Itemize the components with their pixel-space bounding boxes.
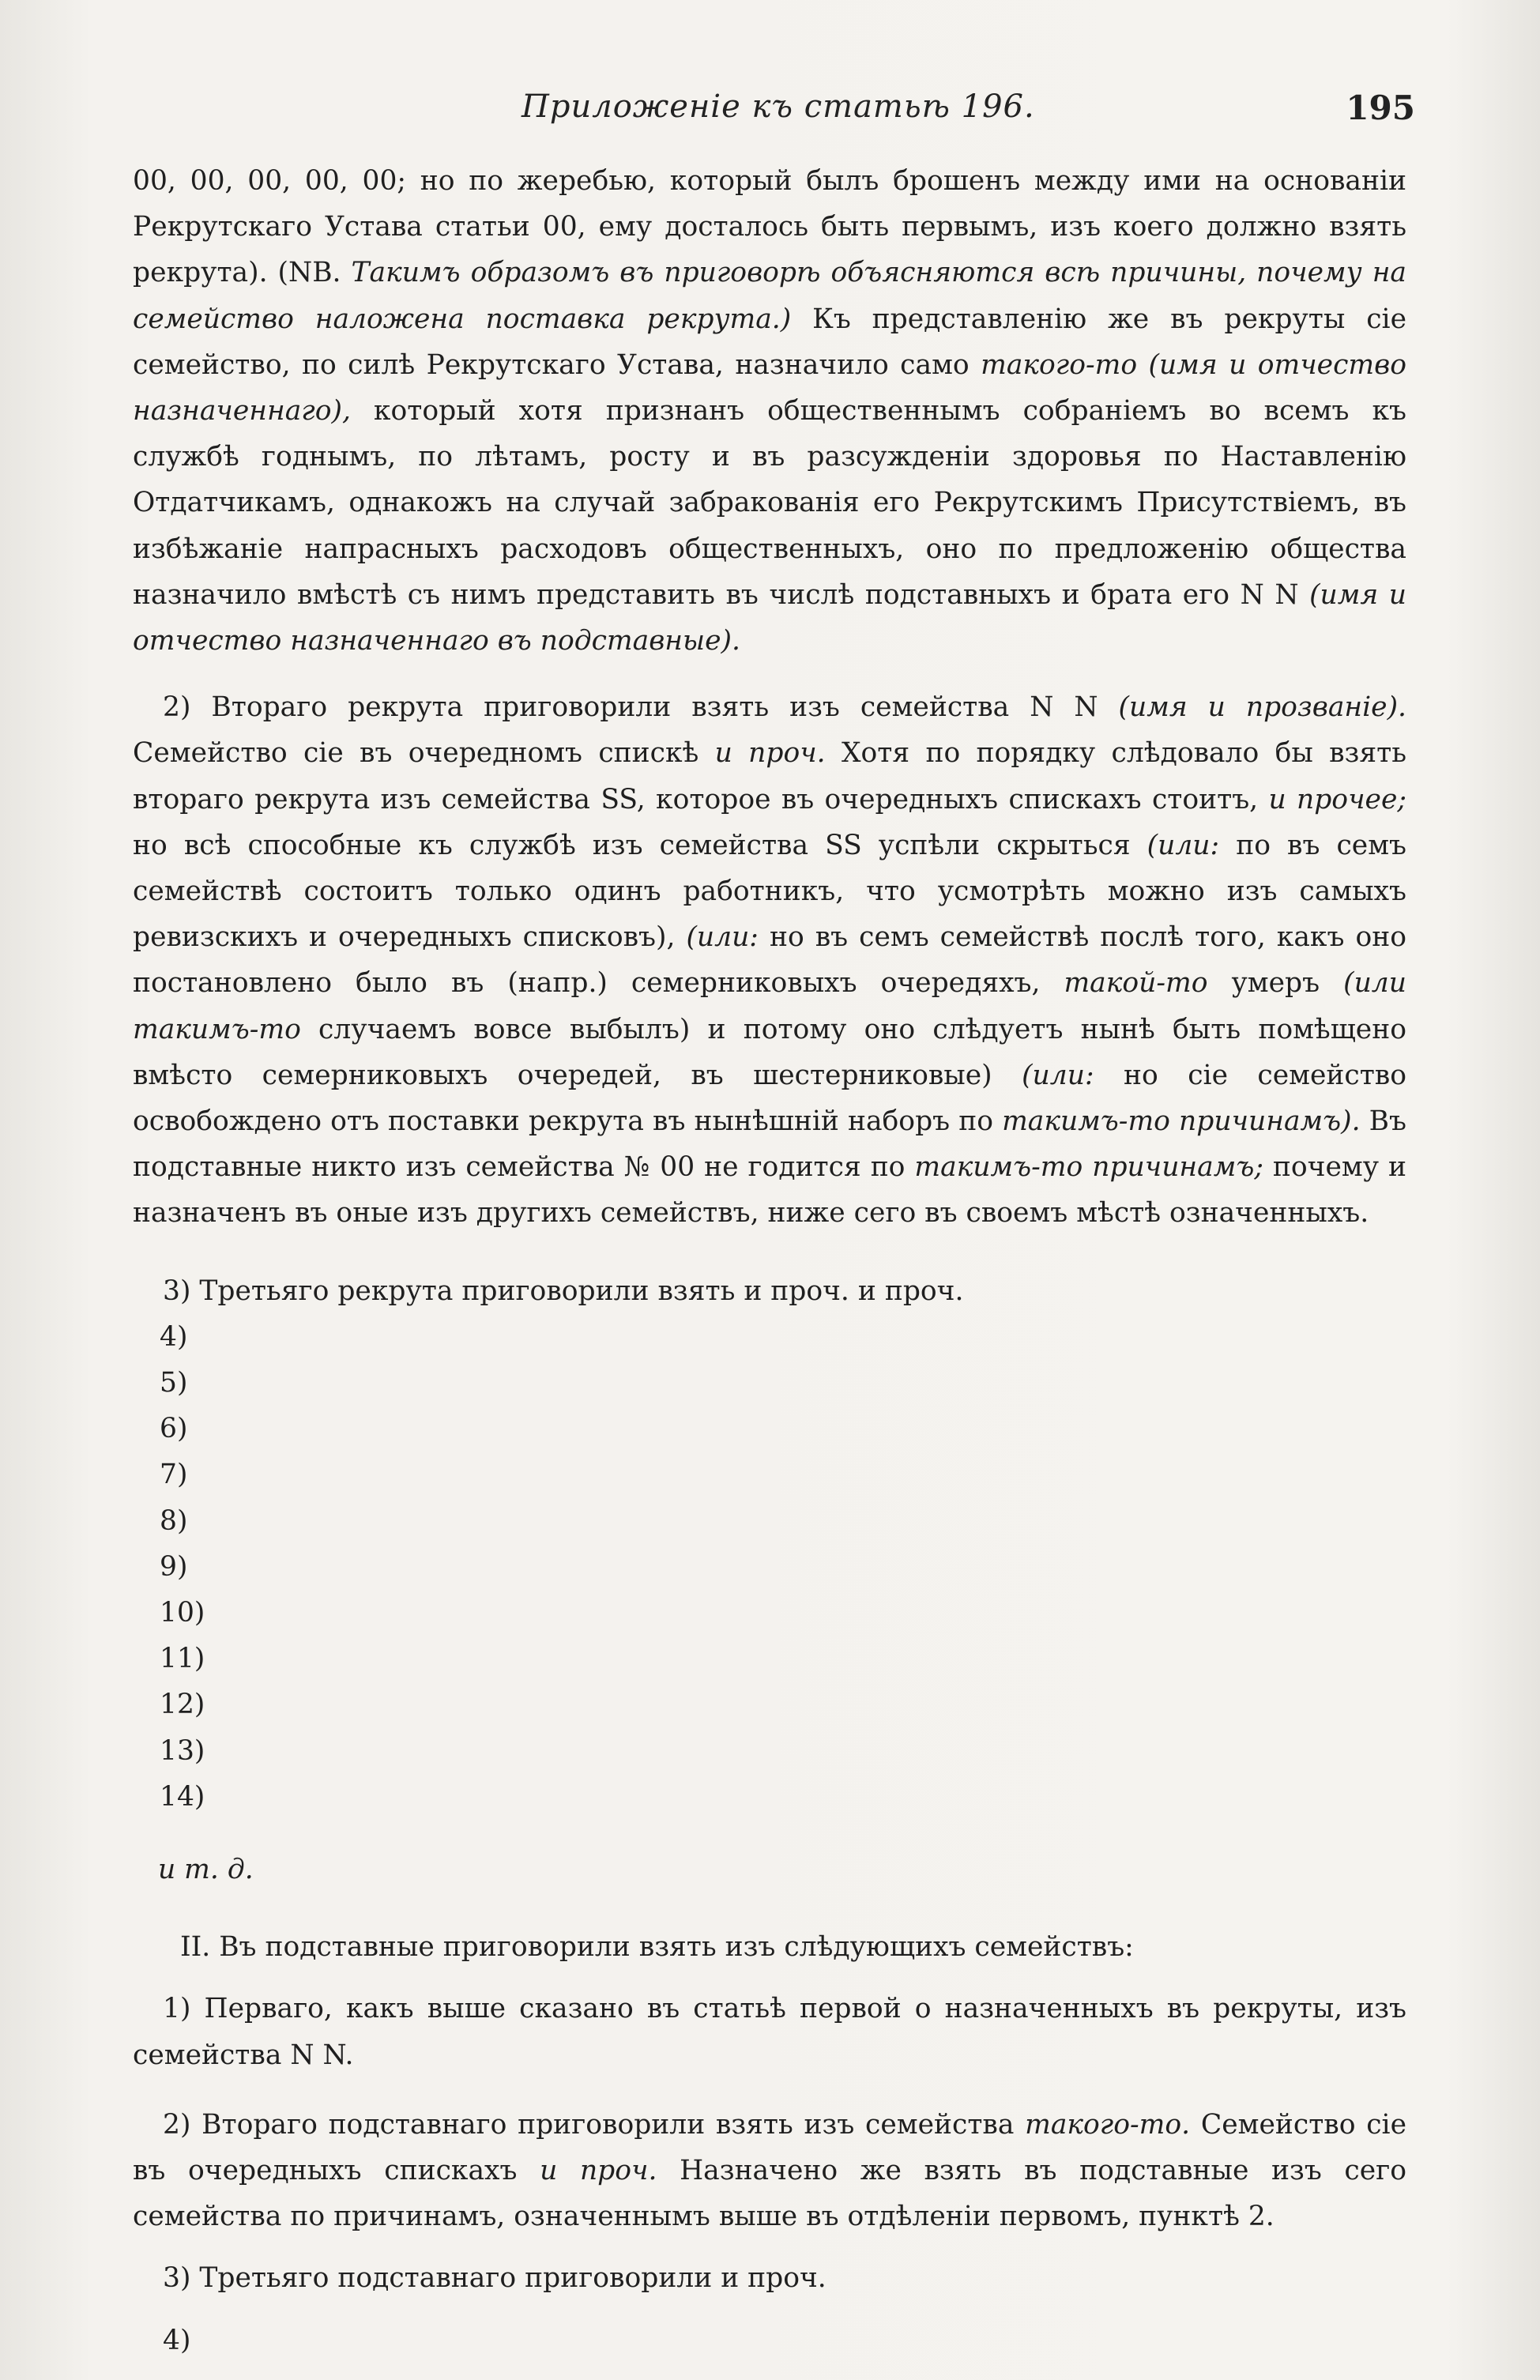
etc-line: и т. д. [158,1853,254,1885]
text-run: Семейство сіе въ очередномъ спискѣ [133,737,715,770]
list-item: 7) [160,1459,188,1491]
list-item: 10) [160,1597,205,1629]
page-number: 195 [1346,88,1415,127]
text-run: Въ подставные никто изъ семейства № 00 не годится по [133,1105,1406,1184]
page-header [0,88,1540,136]
italic-run: Такимъ образомъ въ приговорѣ объясняются всѣ причины, почему на семейство наложена поставка рекрута.) [133,257,1406,335]
italic-run: (или: [686,921,759,954]
italic-run: (или: [1022,1059,1094,1091]
italic-run: такой-то [1064,967,1208,1000]
italic-run: такого-то (имя и отчество назначеннаго), [133,348,1406,427]
italic-run: (или: [1147,829,1220,861]
text-run: умеръ [1207,967,1344,1000]
text-run: Назначено же взять въ подставные изъ сего семейства по причинамъ, означеннымъ выше въ отдѣленіи первомъ, пунктѣ 2. [133,2154,1406,2233]
italic-run: и проч. [714,737,826,770]
text-run: почему и назначенъ въ оные изъ другихъ семействъ, ниже сего въ своемъ мѣстѣ означенныхъ. [133,1151,1406,1230]
text-run: но всѣ способные къ службѣ изъ семейства SS успѣли скрыться [133,829,1147,861]
text-run: по въ семъ семействѣ состоитъ только одинъ работникъ, что усмотрѣть можно изъ самыхъ ревизскихъ и очередныхъ списковъ), [133,829,1407,954]
list-item: 5) [160,1367,188,1399]
body-text [133,158,1406,2363]
section2-item-4: 4) [163,2324,191,2356]
list-item: 8) [160,1504,188,1537]
section2-item-1: 1) Перваго, какъ выше сказано въ статьѣ первой о назначенныхъ въ рекруты, изъ семейства N N. [133,1993,1406,2071]
text-run: который хотя признанъ общественнымъ собраніемъ во всемъ къ службѣ годнымъ, по лѣтамъ, росту и въ разсужденіи здоровья по Наставленію Отдатчикамъ, однакожъ на случай забракованія его Рекрутскимъ Присутствіемъ, въ избѣжаніе напрасныхъ расходовъ общественныхъ, оно по предложенію общества назначило вмѣстѣ съ нимъ представить въ числѣ подставныхъ и брата его N N [133,395,1406,611]
italic-run: и проч. [540,2154,657,2186]
section2-item-2 [133,2102,1406,2240]
running-head: Приложеніе къ статьѣ 196. [521,88,1035,125]
italic-run: и прочее; [1268,783,1406,815]
text-run: случаемъ вовсе выбылъ) и потому оно слѣдуетъ нынѣ быть помѣщено вмѣсто семерниковыхъ очередей, въ шестерниковые) [133,1013,1406,1091]
list-item: 13) [160,1734,205,1767]
list-item: 4) [160,1320,188,1353]
italic-run: такимъ-то причинамъ). [1002,1105,1361,1138]
section2-item-3: 3) Третьяго подставнаго приговорили и проч. [163,2262,826,2295]
list-item: 12) [160,1689,205,1721]
italic-run: (имя и отчество назначеннаго въ подставные). [133,578,1406,657]
text-run: 2) Втораго подставнаго приговорили взять изъ семейства [163,2108,1026,2141]
text-run: но сіе семейство освобождено отъ поставки рекрута въ нынѣшній наборъ по [133,1059,1407,1138]
list-item: 9) [160,1550,188,1583]
text-run: 2) Втораго рекрута приговорили взять изъ семейства N N [163,691,1119,724]
italic-run: (или такимъ-то [133,967,1406,1045]
italic-run: такимъ-то причинамъ; [914,1151,1263,1184]
numbered-list [133,1314,1406,1820]
text-run: Къ представленію же въ рекруты сіе семейство, по силѣ Рекрутскаго Устава, назначило само [133,303,1407,381]
italic-run: такого-то. [1025,2108,1191,2141]
text-run: 00, 00, 00, 00, 00; но по жеребью, который былъ брошенъ между ими на основаніи Рекрутскаго Устава статьи 00, ему досталось быть первымъ, изъ коего должно взять рекрута). (NB. [133,165,1406,289]
text-run: Хотя по порядку слѣдовало бы взять втораго рекрута изъ семейства SS, которое въ очередныхъ спискахъ стоитъ, [133,737,1406,815]
list-item: 14) [160,1780,205,1813]
list-item: 6) [160,1413,188,1445]
paragraph-2 [133,684,1406,1236]
text-run: Семейство сіе въ очередныхъ спискахъ [133,2108,1406,2186]
text-run: но въ семъ семействѣ послѣ того, какъ оно постановлено было въ (напр.) семерниковыхъ очередяхъ, [133,921,1406,1000]
italic-run: (имя и прозваніе). [1118,691,1406,724]
list-item: 11) [160,1643,205,1675]
section-heading: II. Въ подставные приговорили взять изъ слѣдующихъ семействъ: [180,1931,1134,1964]
paragraph-1 [133,158,1406,664]
paragraph-3: 3) Третьяго рекрута приговорили взять и проч. и проч. [163,1275,964,1307]
